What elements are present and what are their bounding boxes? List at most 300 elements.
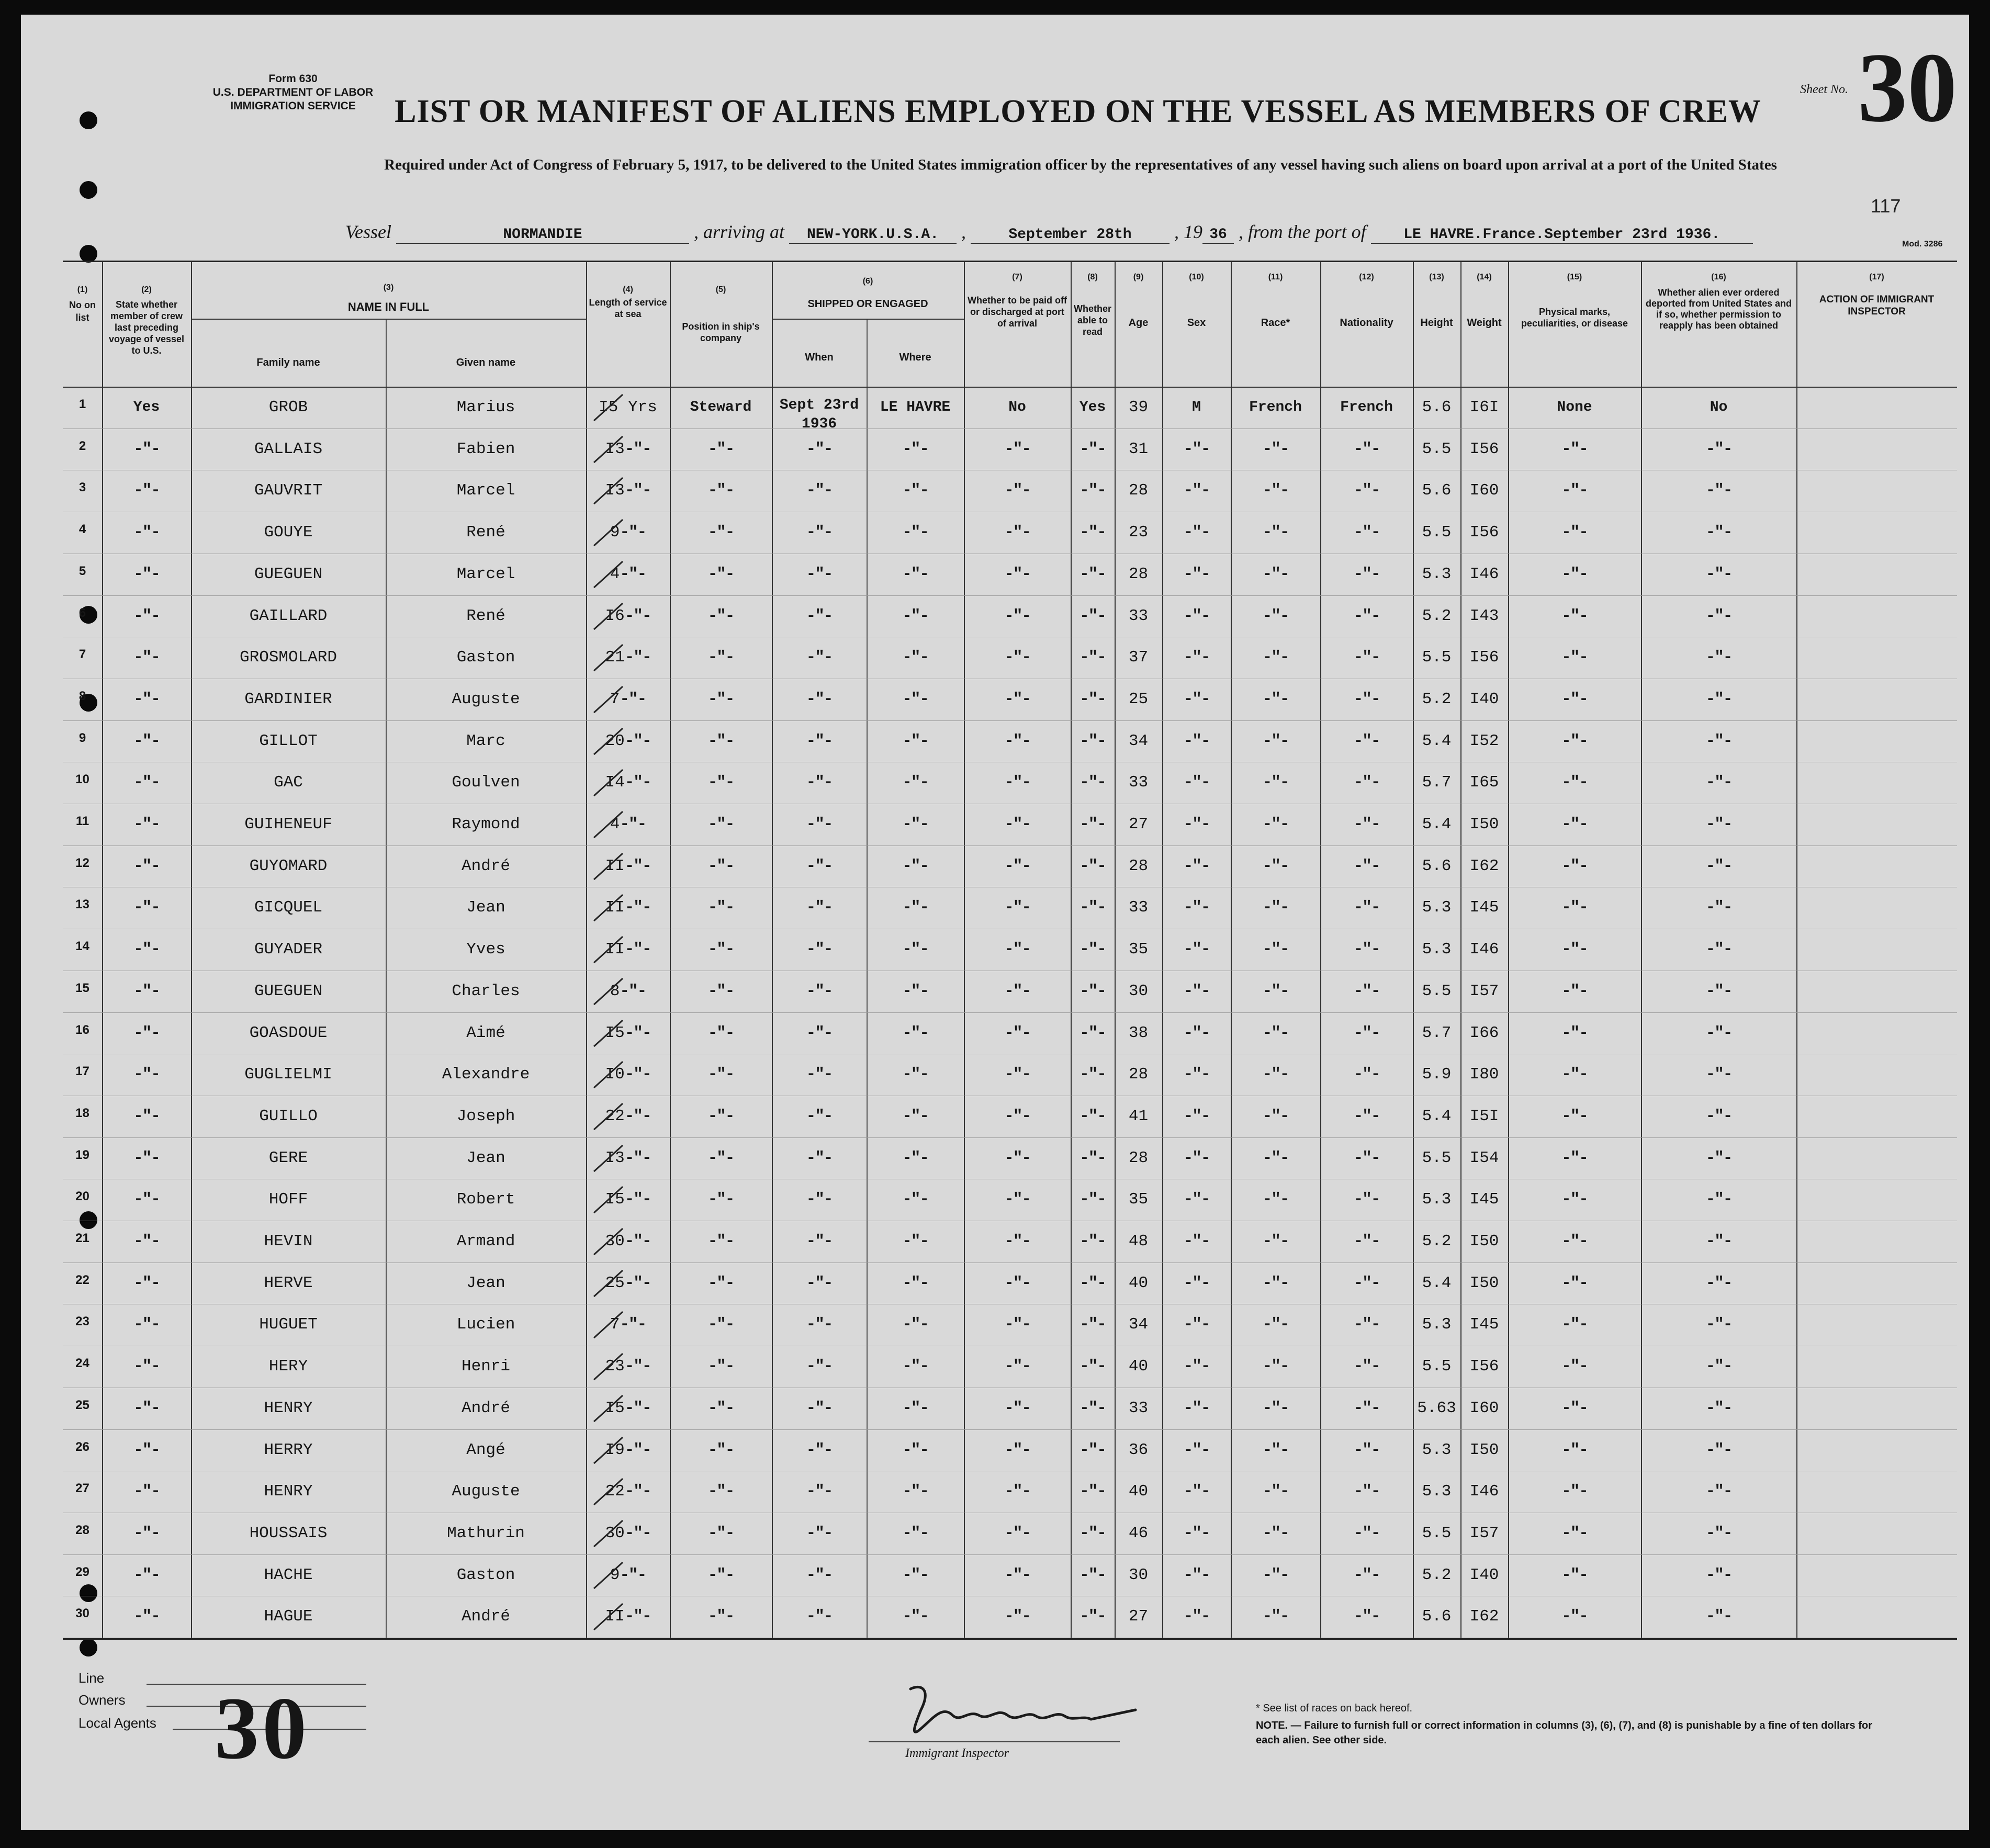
family-name: GARDINIER bbox=[244, 690, 332, 708]
arriving-label: , arriving at bbox=[693, 221, 784, 242]
first-row-sex: M bbox=[1192, 399, 1201, 415]
ditto-mark: -"- bbox=[1561, 898, 1588, 917]
row-rule bbox=[63, 1554, 1957, 1555]
check-slash bbox=[591, 559, 628, 590]
age: 28 bbox=[1128, 1065, 1149, 1084]
given-name: Marcel bbox=[456, 481, 515, 500]
given-name: René bbox=[466, 523, 505, 542]
ditto-mark: -"- bbox=[1080, 1232, 1106, 1250]
ditto-mark: -"- bbox=[806, 1148, 833, 1167]
ditto-mark: -"- bbox=[1080, 690, 1106, 708]
ditto-mark: -"- bbox=[133, 898, 160, 917]
ditto-mark: -"- bbox=[1004, 1315, 1030, 1334]
ditto-mark: -"- bbox=[1183, 1274, 1210, 1292]
first-row-when: Sept 23rd 1936 bbox=[779, 397, 859, 432]
first-row-marks: None bbox=[1557, 399, 1592, 415]
line-number: 11 bbox=[75, 814, 89, 828]
col-num-7: (7) bbox=[1012, 273, 1022, 281]
check-slash bbox=[591, 1268, 628, 1299]
ditto-mark: -"- bbox=[1705, 1524, 1732, 1542]
ditto-mark: -"- bbox=[1705, 731, 1732, 750]
weight: I62 bbox=[1469, 1607, 1499, 1626]
check-slash bbox=[591, 1351, 628, 1382]
first-row-deported: No bbox=[1710, 399, 1728, 415]
ditto-mark: -"- bbox=[133, 1482, 160, 1501]
ditto-mark: -"- bbox=[1262, 731, 1289, 750]
ditto-mark: -"- bbox=[1262, 1607, 1289, 1626]
service-years: 25 bbox=[605, 1274, 625, 1292]
form-number: Form 630 bbox=[268, 73, 318, 85]
ditto-mark: -"- bbox=[1262, 1023, 1289, 1042]
ditto-mark: -"- bbox=[806, 1524, 833, 1542]
ditto-mark: -"- bbox=[902, 773, 928, 792]
ditto-mark: -"- bbox=[1561, 773, 1588, 792]
ditto-mark: -"- bbox=[1353, 1190, 1380, 1209]
ditto-mark: -"- bbox=[1080, 1107, 1106, 1125]
weight: I57 bbox=[1469, 1524, 1499, 1542]
weight: I54 bbox=[1469, 1148, 1499, 1167]
ditto-mark: -"- bbox=[1004, 1232, 1030, 1250]
given-name: Marcel bbox=[456, 565, 515, 583]
vessel-line: Vessel NORMANDIE , arriving at NEW-YORK.U.S.A. , September 28th , 19 36 , from the port of LE HAVRE.France.September 23rd 1936. bbox=[345, 221, 1753, 244]
ditto-mark: -"- bbox=[1262, 1440, 1289, 1459]
ditto-mark: -"- bbox=[1004, 1023, 1030, 1042]
weight: I66 bbox=[1469, 1023, 1499, 1042]
ditto-mark: -"- bbox=[1353, 982, 1380, 1000]
given-name: Charles bbox=[452, 982, 520, 1000]
department-name: U.S. DEPARTMENT OF LABOR bbox=[212, 86, 374, 98]
age: 33 bbox=[1128, 606, 1149, 625]
ditto-mark: -"- bbox=[624, 898, 651, 917]
age: 30 bbox=[1128, 982, 1149, 1000]
ditto-mark: -"- bbox=[902, 940, 928, 959]
ditto-mark: -"- bbox=[1353, 898, 1380, 917]
given-name: Lucien bbox=[456, 1315, 515, 1334]
ditto-mark: -"- bbox=[1262, 1524, 1289, 1542]
line-number: 21 bbox=[75, 1231, 89, 1245]
ditto-mark: -"- bbox=[1705, 1357, 1732, 1376]
line-number: 19 bbox=[75, 1147, 89, 1162]
age: 38 bbox=[1128, 1023, 1149, 1042]
height: 5.7 bbox=[1422, 1023, 1452, 1042]
ditto-mark: -"- bbox=[1705, 898, 1732, 917]
service-years: 7 bbox=[610, 1315, 620, 1334]
line-number: 9 bbox=[78, 730, 86, 745]
col-num-6: (6) bbox=[862, 277, 873, 286]
row-rule bbox=[63, 1429, 1957, 1430]
ditto-mark: -"- bbox=[1262, 1148, 1289, 1167]
given-name: Angé bbox=[466, 1440, 505, 1459]
ditto-mark: -"- bbox=[707, 1315, 734, 1334]
ditto-mark: -"- bbox=[1183, 1315, 1210, 1334]
ditto-mark: -"- bbox=[806, 1023, 833, 1042]
ditto-mark: -"- bbox=[133, 1357, 160, 1376]
ditto-mark: -"- bbox=[1561, 1482, 1588, 1501]
age: 35 bbox=[1128, 1190, 1149, 1209]
check-slash bbox=[591, 642, 628, 673]
service-years: 4 bbox=[610, 565, 620, 583]
height: 5.2 bbox=[1422, 1565, 1452, 1584]
ditto-mark: -"- bbox=[1561, 1107, 1588, 1125]
ditto-mark: -"- bbox=[806, 982, 833, 1000]
ditto-mark: -"- bbox=[1004, 1148, 1030, 1167]
line-number: 18 bbox=[75, 1106, 89, 1120]
ditto-mark: -"- bbox=[1080, 648, 1106, 667]
ditto-mark: -"- bbox=[133, 1399, 160, 1417]
service-years: 30 bbox=[605, 1232, 625, 1250]
ditto-mark: -"- bbox=[133, 648, 160, 667]
weight: I60 bbox=[1469, 481, 1499, 500]
family-name: GOUYE bbox=[264, 523, 313, 542]
check-slash bbox=[591, 892, 628, 923]
check-slash bbox=[591, 934, 628, 965]
weight: I56 bbox=[1469, 1357, 1499, 1376]
line-number: 6 bbox=[78, 605, 86, 620]
ditto-mark: -"- bbox=[806, 440, 833, 458]
given-name: André bbox=[461, 1607, 510, 1626]
ditto-mark: -"- bbox=[1561, 440, 1588, 458]
age: 28 bbox=[1128, 565, 1149, 583]
ditto-mark: -"- bbox=[707, 1148, 734, 1167]
ditto-mark: -"- bbox=[1080, 773, 1106, 792]
ditto-mark: -"- bbox=[1004, 523, 1030, 542]
weight: I62 bbox=[1469, 857, 1499, 875]
ditto-mark: -"- bbox=[1353, 1524, 1380, 1542]
given-name: Marc bbox=[466, 731, 505, 750]
ditto-mark: -"- bbox=[1080, 940, 1106, 959]
line-number: 13 bbox=[75, 897, 89, 912]
weight: I56 bbox=[1469, 648, 1499, 667]
service-years: 22 bbox=[605, 1107, 625, 1125]
service-years: I5 bbox=[605, 1023, 625, 1042]
height: 5.4 bbox=[1422, 815, 1452, 833]
ditto-mark: -"- bbox=[1705, 1274, 1732, 1292]
ditto-mark: -"- bbox=[1561, 565, 1588, 583]
height: 5.3 bbox=[1422, 565, 1452, 583]
ditto-mark: -"- bbox=[1080, 982, 1106, 1000]
ditto-mark: -"- bbox=[1080, 815, 1106, 833]
service-years: I3 bbox=[605, 481, 625, 500]
ditto-mark: -"- bbox=[1004, 1357, 1030, 1376]
weight: I57 bbox=[1469, 982, 1499, 1000]
check-slash bbox=[591, 434, 628, 465]
ditto-mark: -"- bbox=[1080, 1524, 1106, 1542]
ditto-mark: -"- bbox=[1183, 523, 1210, 542]
ditto-mark: -"- bbox=[1262, 1065, 1289, 1084]
ditto-mark: -"- bbox=[1353, 648, 1380, 667]
punch-hole bbox=[80, 111, 97, 129]
service-years: I3 bbox=[605, 440, 625, 458]
header-subline bbox=[191, 319, 586, 320]
ditto-mark: -"- bbox=[707, 898, 734, 917]
check-slash bbox=[591, 601, 628, 632]
ditto-mark: -"- bbox=[707, 1232, 734, 1250]
ditto-mark: -"- bbox=[707, 690, 734, 708]
given-name: Gaston bbox=[456, 648, 515, 667]
ditto-mark: -"- bbox=[1353, 565, 1380, 583]
ditto-mark: -"- bbox=[902, 1482, 928, 1501]
penalty-note: NOTE. — Failure to furnish full or correct information in columns (3), (6), (7), and (8) is punishable by a fine of ten dollars for each alien. See other side. bbox=[1256, 1720, 1872, 1746]
height: 5.3 bbox=[1422, 1190, 1452, 1209]
ditto-mark: -"- bbox=[707, 565, 734, 583]
ditto-mark: -"- bbox=[806, 1482, 833, 1501]
check-slash bbox=[591, 1518, 628, 1549]
service-years: 8 bbox=[610, 982, 620, 1000]
line-number: 20 bbox=[75, 1189, 89, 1204]
header-nationality: Nationality bbox=[1340, 317, 1393, 329]
col-num-15: (15) bbox=[1567, 273, 1582, 281]
ditto-mark: -"- bbox=[806, 773, 833, 792]
given-name: Jean bbox=[466, 898, 505, 917]
weight: I45 bbox=[1469, 1190, 1499, 1209]
ditto-mark: -"- bbox=[1561, 648, 1588, 667]
ditto-mark: -"- bbox=[1080, 481, 1106, 500]
header-sex: Sex bbox=[1187, 317, 1206, 329]
ditto-mark: -"- bbox=[133, 773, 160, 792]
given-name: Marius bbox=[456, 398, 515, 416]
header-deported: Whether alien ever ordered deported from United States and if so, whether permission to reapply has been obtained bbox=[1645, 287, 1792, 331]
col-num-5: (5) bbox=[715, 285, 726, 294]
ditto-mark: -"- bbox=[1705, 1190, 1732, 1209]
given-name: Alexandre bbox=[442, 1065, 530, 1084]
col-num-2: (2) bbox=[141, 285, 152, 294]
check-slash bbox=[591, 976, 628, 1007]
vessel-name: NORMANDIE bbox=[396, 227, 689, 244]
punch-hole bbox=[80, 245, 97, 263]
ditto-mark: -"- bbox=[1262, 440, 1289, 458]
age: 30 bbox=[1128, 1565, 1149, 1584]
age: 34 bbox=[1128, 1315, 1149, 1334]
ditto-mark: -"- bbox=[1183, 898, 1210, 917]
ditto-mark: -"- bbox=[902, 1065, 928, 1084]
weight: I50 bbox=[1469, 1232, 1499, 1250]
ditto-mark: -"- bbox=[133, 857, 160, 875]
ditto-mark: -"- bbox=[624, 440, 651, 458]
ditto-mark: -"- bbox=[806, 1315, 833, 1334]
ditto-mark: -"- bbox=[902, 1524, 928, 1542]
weight: I40 bbox=[1469, 690, 1499, 708]
height: 5.6 bbox=[1422, 857, 1452, 875]
ditto-mark: -"- bbox=[1353, 1357, 1380, 1376]
family-name: HERRY bbox=[264, 1440, 313, 1459]
ditto-mark: -"- bbox=[1705, 1232, 1732, 1250]
ditto-mark: -"- bbox=[1080, 606, 1106, 625]
col-num-12: (12) bbox=[1359, 273, 1374, 281]
ditto-mark: -"- bbox=[806, 1357, 833, 1376]
ditto-mark: -"- bbox=[707, 1482, 734, 1501]
ditto-mark: -"- bbox=[806, 481, 833, 500]
ditto-mark: -"- bbox=[1183, 440, 1210, 458]
family-name: GERE bbox=[268, 1148, 308, 1167]
ditto-mark: -"- bbox=[1705, 1023, 1732, 1042]
ditto-mark: -"- bbox=[1183, 773, 1210, 792]
ditto-mark: -"- bbox=[1262, 1315, 1289, 1334]
row-rule bbox=[63, 1137, 1957, 1138]
ditto-mark: -"- bbox=[902, 898, 928, 917]
age: 39 bbox=[1128, 398, 1149, 416]
line-number: 17 bbox=[75, 1064, 89, 1079]
arrival-year: 36 bbox=[1202, 227, 1234, 244]
year-label: , 19 bbox=[1174, 221, 1202, 242]
check-slash bbox=[591, 726, 628, 757]
ditto-mark: -"- bbox=[1262, 1274, 1289, 1292]
line-number: 1 bbox=[78, 397, 86, 411]
ditto-mark: -"- bbox=[1262, 1107, 1289, 1125]
ditto-mark: -"- bbox=[1080, 1065, 1106, 1084]
line-number: 2 bbox=[78, 438, 86, 453]
header-weight: Weight bbox=[1467, 317, 1502, 329]
header-prior-voyage: State whether member of crew last preceding voyage of vessel to U.S. bbox=[108, 299, 185, 356]
check-slash bbox=[591, 1560, 628, 1591]
given-name: Fabien bbox=[456, 440, 515, 458]
ditto-mark: -"- bbox=[624, 648, 651, 667]
line-number: 15 bbox=[75, 981, 89, 995]
height: 5.2 bbox=[1422, 606, 1452, 625]
ditto-mark: -"- bbox=[806, 1399, 833, 1417]
crew-table bbox=[63, 261, 1957, 1640]
ditto-mark: -"- bbox=[133, 1565, 160, 1584]
ditto-mark: -"- bbox=[902, 440, 928, 458]
ditto-mark: -"- bbox=[620, 565, 646, 583]
ditto-mark: -"- bbox=[1004, 648, 1030, 667]
check-slash bbox=[591, 392, 628, 423]
age: 34 bbox=[1128, 731, 1149, 750]
ditto-mark: -"- bbox=[707, 940, 734, 959]
ditto-mark: -"- bbox=[1705, 1148, 1732, 1167]
family-name: GUILLO bbox=[259, 1107, 318, 1125]
ditto-mark: -"- bbox=[1353, 523, 1380, 542]
service-years: II bbox=[605, 940, 625, 959]
family-name: HERVE bbox=[264, 1274, 313, 1292]
ditto-mark: -"- bbox=[1561, 731, 1588, 750]
given-name: Mathurin bbox=[447, 1524, 525, 1542]
age: 28 bbox=[1128, 481, 1149, 500]
service-years: 21 bbox=[605, 648, 625, 667]
ditto-mark: -"- bbox=[1561, 1357, 1588, 1376]
service-years: 9 bbox=[610, 1565, 620, 1584]
height: 5.3 bbox=[1422, 1440, 1452, 1459]
ditto-mark: -"- bbox=[1183, 940, 1210, 959]
col-num-8: (8) bbox=[1087, 273, 1098, 281]
ditto-mark: -"- bbox=[1705, 1607, 1732, 1626]
age: 48 bbox=[1128, 1232, 1149, 1250]
ditto-mark: -"- bbox=[1183, 1065, 1210, 1084]
service-unit: Yrs bbox=[618, 398, 657, 416]
ditto-mark: -"- bbox=[1262, 523, 1289, 542]
ditto-mark: -"- bbox=[1004, 1274, 1030, 1292]
ditto-mark: -"- bbox=[1183, 1148, 1210, 1167]
ditto-mark: -"- bbox=[1262, 1482, 1289, 1501]
ditto-mark: -"- bbox=[806, 815, 833, 833]
ditto-mark: -"- bbox=[902, 982, 928, 1000]
age: 37 bbox=[1128, 648, 1149, 667]
header-when: When bbox=[805, 352, 834, 363]
ditto-mark: -"- bbox=[1183, 982, 1210, 1000]
ditto-mark: -"- bbox=[1080, 898, 1106, 917]
height: 5.5 bbox=[1422, 1524, 1452, 1542]
weight: I5I bbox=[1469, 1107, 1499, 1125]
height: 5.5 bbox=[1422, 1357, 1452, 1376]
ditto-mark: -"- bbox=[1183, 690, 1210, 708]
check-slash bbox=[591, 1476, 628, 1507]
col-num-1: (1) bbox=[77, 285, 88, 294]
ditto-mark: -"- bbox=[902, 857, 928, 875]
immigrant-inspector-label: Immigrant Inspector bbox=[905, 1746, 1009, 1760]
line-number: 10 bbox=[75, 772, 89, 787]
service-years: I9 bbox=[605, 1440, 625, 1459]
service-years: 20 bbox=[605, 731, 625, 750]
ditto-mark: -"- bbox=[1004, 982, 1030, 1000]
ditto-mark: -"- bbox=[1183, 1524, 1210, 1542]
height: 5.5 bbox=[1422, 1148, 1452, 1167]
row-rule bbox=[63, 1012, 1957, 1013]
signature-rule bbox=[869, 1741, 1120, 1742]
ditto-mark: -"- bbox=[1262, 1232, 1289, 1250]
ditto-mark: -"- bbox=[1561, 940, 1588, 959]
from-label: , from the port of bbox=[1239, 221, 1366, 242]
ditto-mark: -"- bbox=[707, 773, 734, 792]
ditto-mark: -"- bbox=[1080, 440, 1106, 458]
ditto-mark: -"- bbox=[1353, 1399, 1380, 1417]
age: 36 bbox=[1128, 1440, 1149, 1459]
weight: I50 bbox=[1469, 815, 1499, 833]
ditto-mark: -"- bbox=[707, 1524, 734, 1542]
ditto-mark: -"- bbox=[707, 1107, 734, 1125]
header-read: Whether able to read bbox=[1074, 303, 1111, 337]
given-name: Armand bbox=[456, 1232, 515, 1250]
ditto-mark: -"- bbox=[1262, 606, 1289, 625]
ditto-mark: -"- bbox=[1080, 1023, 1106, 1042]
ditto-mark: -"- bbox=[707, 648, 734, 667]
ditto-mark: -"- bbox=[1080, 1440, 1106, 1459]
family-name: GUEGUEN bbox=[254, 565, 323, 583]
vessel-label: Vessel bbox=[345, 221, 391, 242]
ditto-mark: -"- bbox=[1183, 857, 1210, 875]
ditto-mark: -"- bbox=[1561, 1023, 1588, 1042]
service-name: IMMIGRATION SERVICE bbox=[230, 100, 356, 112]
age: 27 bbox=[1128, 815, 1149, 833]
age: 33 bbox=[1128, 898, 1149, 917]
ditto-mark: -"- bbox=[1705, 1065, 1732, 1084]
ditto-mark: -"- bbox=[806, 1565, 833, 1584]
ditto-mark: -"- bbox=[1004, 1399, 1030, 1417]
ditto-mark: -"- bbox=[624, 1065, 651, 1084]
ditto-mark: -"- bbox=[707, 857, 734, 875]
ditto-mark: -"- bbox=[1705, 523, 1732, 542]
check-slash bbox=[591, 1601, 628, 1632]
service-years: 23 bbox=[605, 1357, 625, 1376]
ditto-mark: -"- bbox=[707, 440, 734, 458]
ditto-mark: -"- bbox=[1080, 1315, 1106, 1334]
ditto-mark: -"- bbox=[707, 1190, 734, 1209]
height: 5.5 bbox=[1422, 440, 1452, 458]
age: 40 bbox=[1128, 1274, 1149, 1292]
ditto-mark: -"- bbox=[707, 731, 734, 750]
ditto-mark: -"- bbox=[1705, 606, 1732, 625]
ditto-mark: -"- bbox=[1353, 440, 1380, 458]
ditto-mark: -"- bbox=[1004, 565, 1030, 583]
col-num-10: (10) bbox=[1189, 273, 1204, 281]
ditto-mark: -"- bbox=[1183, 1607, 1210, 1626]
ditto-mark: -"- bbox=[624, 1482, 651, 1501]
ditto-mark: -"- bbox=[1353, 1023, 1380, 1042]
family-name: GUIHENEUF bbox=[244, 815, 332, 833]
ditto-mark: -"- bbox=[902, 1607, 928, 1626]
height: 5.4 bbox=[1422, 1107, 1452, 1125]
ditto-mark: -"- bbox=[1561, 982, 1588, 1000]
ditto-mark: -"- bbox=[1183, 565, 1210, 583]
ditto-mark: -"- bbox=[1705, 773, 1732, 792]
